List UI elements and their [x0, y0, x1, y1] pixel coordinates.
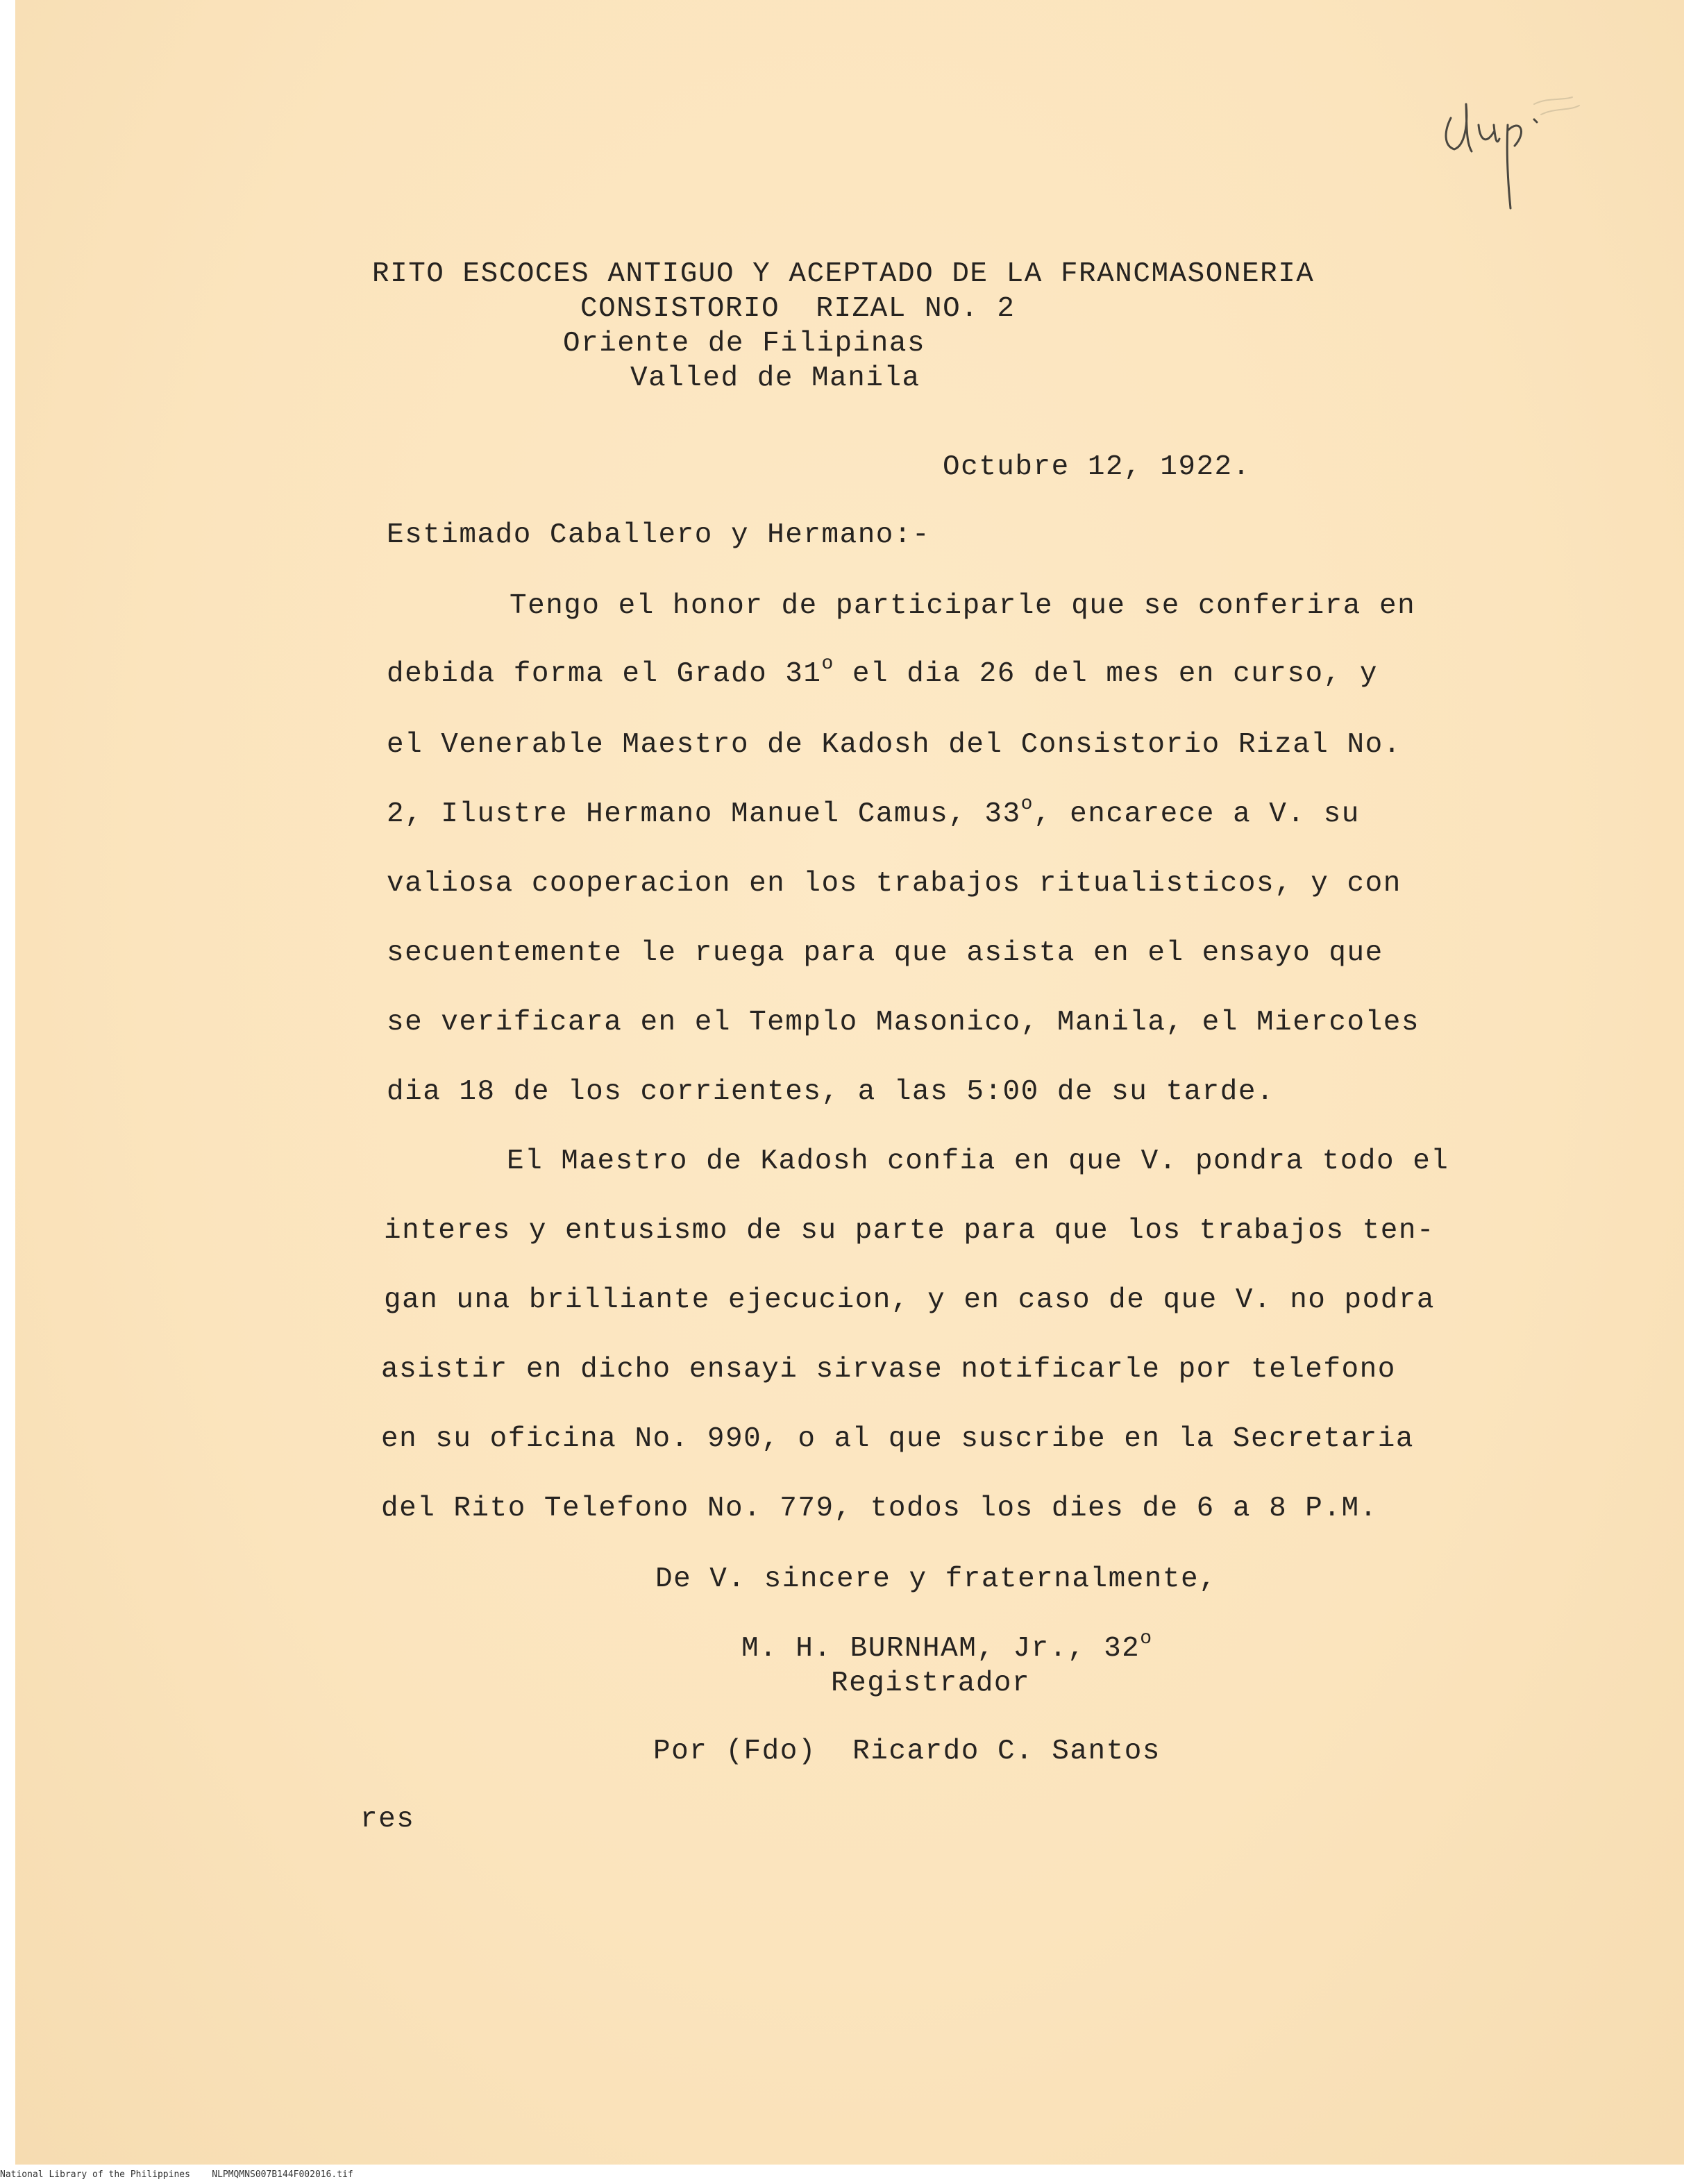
paragraph-2-line-5: en su oficina No. 990, o al que suscribe en la Secretaria [381, 1423, 1414, 1455]
letter-date: Octubre 12, 1922. [943, 451, 1251, 483]
paragraph-1-line-2-end: el dia 26 del mes en curso, y [834, 658, 1378, 690]
archive-footer: National Library of the Philippines NLPMQMNS007B144F002016.tif [0, 2169, 353, 2180]
paragraph-1-line-8: dia 18 de los corrientes, a las 5:00 de su tarde. [387, 1076, 1275, 1108]
signatory-name-text: M. H. BURNHAM, Jr., 32 [741, 1633, 1141, 1665]
closing: De V. sincere y fraternalmente, [655, 1563, 1218, 1595]
paragraph-1-line-2 [387, 653, 1378, 691]
degree-sign: o [1140, 1628, 1153, 1649]
paragraph-1-line-3: el Venerable Maestro de Kadosh del Consistorio Rizal No. [387, 729, 1402, 761]
letterhead-line-2: CONSISTORIO RIZAL NO. 2 [580, 293, 1016, 325]
letterhead-line-3: Oriente de Filipinas [563, 328, 926, 360]
paragraph-1-line-7: se verificara en el Templo Masonico, Manila, el Miercoles [387, 1007, 1420, 1039]
paragraph-2-line-2: interes y entusismo de su parte para que los trabajos ten- [384, 1215, 1436, 1247]
degree-sign: o [1020, 793, 1034, 815]
signatory-name [741, 1628, 1153, 1666]
paragraph-1-line-2-start: debida forma el Grado 31 [387, 658, 822, 690]
paragraph-1-line-4-end: , encarece a V. su [1033, 798, 1360, 830]
salutation: Estimado Caballero y Hermano:- [387, 519, 931, 551]
paragraph-1-line-4-start: 2, Ilustre Hermano Manuel Camus, 33 [387, 798, 1021, 830]
paragraph-2-line-3: gan una brilliante ejecucion, y en caso de que V. no podra [384, 1284, 1436, 1316]
letterhead-line-4: Valled de Manila [630, 362, 920, 394]
paragraph-1-line-4 [387, 793, 1360, 832]
paragraph-1-line-6: secuentemente le ruega para que asista en el ensayo que [387, 937, 1383, 969]
typist-initials: res [360, 1804, 415, 1836]
handwritten-note-dup [1430, 76, 1583, 215]
paragraph-2-line-4: asistir en dicho ensayi sirvase notificarle por telefono [381, 1354, 1396, 1386]
letterhead-line-1: RITO ESCOCES ANTIGUO Y ACEPTADO DE LA FRANCMASONERIA [372, 258, 1315, 290]
per-signed-by: Por (Fdo) Ricardo C. Santos [653, 1736, 1161, 1767]
degree-sign: o [821, 653, 834, 675]
paragraph-2-line-1: El Maestro de Kadosh confia en que V. pondra todo el [507, 1145, 1449, 1177]
paragraph-2-line-6: del Rito Telefono No. 779, todos los dies de 6 a 8 P.M. [381, 1493, 1378, 1524]
paragraph-1-line-1: Tengo el honor de participarle que se conferira en [510, 590, 1416, 622]
paragraph-1-line-5: valiosa cooperacion en los trabajos ritualisticos, y con [387, 868, 1402, 900]
signatory-title: Registrador [831, 1668, 1031, 1699]
